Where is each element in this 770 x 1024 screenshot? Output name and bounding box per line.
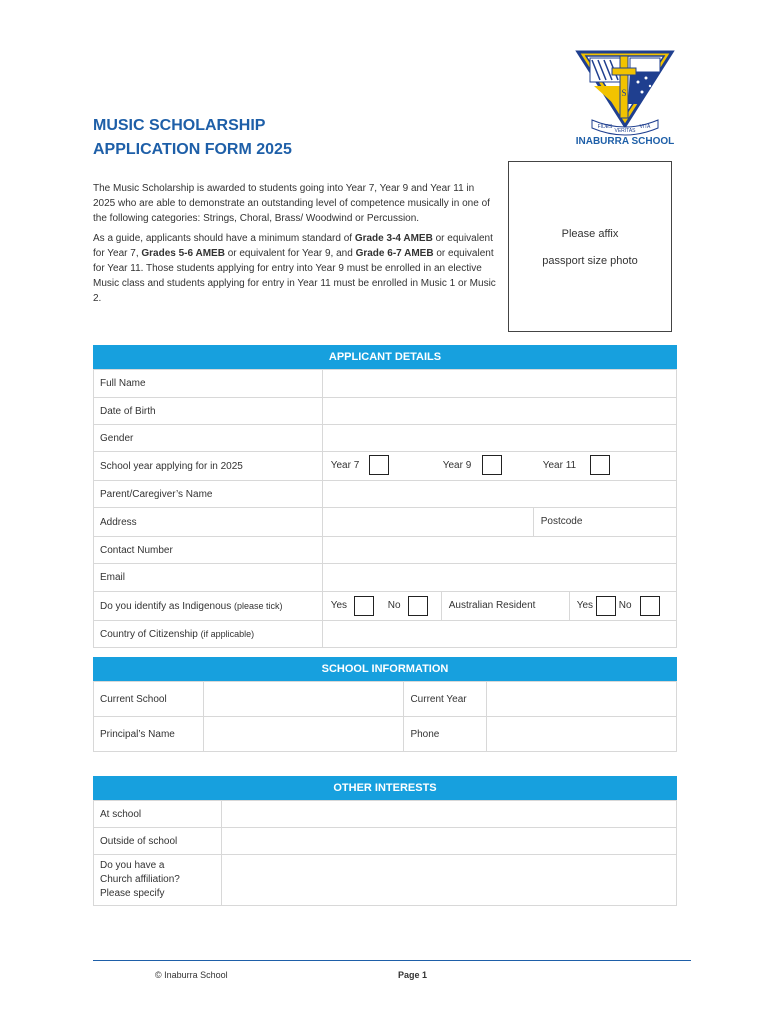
label-current-year: Current Year [404,682,487,717]
year11-checkbox[interactable] [590,455,610,475]
label-email: Email [94,564,323,592]
label-indigenous: Do you identify as Indigenous (please tick) [94,592,323,621]
input-citizenship[interactable] [322,621,676,648]
label-date-of-birth: Date of Birth [94,398,323,425]
input-contact-number[interactable] [322,537,676,564]
label-citizenship: Country of Citizenship (if applicable) [94,621,323,648]
footer-page-number: Page 1 [398,970,428,980]
footer-divider [93,960,691,961]
resident-yes-checkbox[interactable] [596,596,616,616]
label-full-name: Full Name [94,370,323,398]
photo-box-line-1: Please affix [561,228,619,240]
applicant-details-header: APPLICANT DETAILS [93,345,677,369]
logo-banner-text-1: FIDES [597,124,613,130]
year7-label: Year 7 [330,460,360,471]
label-at-school: At school [94,801,222,828]
logo-banner-text-2: VERITAS [614,128,636,134]
year11-label: Year 11 [542,460,577,471]
indigenous-yes-checkbox[interactable] [354,596,374,616]
intro-paragraph-1: The Music Scholarship is awarded to students going into Year 7, Year 9 and Year 11 in 2025 who are able to demonstrate an outstanding level of competence musically in one of the following categories: Strings, Choral, Brass/ Woodwind or Percussion. [93,183,490,224]
form-title [93,114,292,162]
input-at-school[interactable] [221,801,676,828]
year9-label: Year 9 [442,460,472,471]
resident-no-label: No [618,600,632,611]
input-current-year[interactable] [487,682,677,717]
other-interests-header: OTHER INTERESTS [93,776,677,800]
label-gender: Gender [94,425,323,452]
title-line-2: APPLICATION FORM 2025 [93,141,292,158]
input-date-of-birth[interactable] [322,398,676,425]
label-current-school: Current School [94,682,204,717]
label-church-affiliation: Do you have a Church affiliation? Please specify [94,855,222,906]
svg-text:S: S [621,88,627,98]
title-line-1: MUSIC SCHOLARSHIP [93,117,266,134]
label-address: Address [94,508,323,537]
aus-resident-label: Australian Resident [448,600,536,611]
postcode-label: Postcode [540,516,583,527]
other-interests-table [93,800,677,906]
indigenous-resident-row [322,592,676,621]
input-outside-school[interactable] [221,828,676,855]
input-full-name[interactable] [322,370,676,398]
logo-banner-text-3: VITA [639,124,651,130]
photo-box-line-2: passport size photo [542,255,638,267]
indigenous-yes-label: Yes [330,600,348,611]
label-school-year: School year applying for in 2025 [94,452,323,481]
applicant-details-table [93,369,677,648]
label-principal-name: Principal’s Name [94,717,204,752]
input-postcode[interactable] [593,508,678,536]
input-current-school[interactable] [203,682,404,717]
input-email[interactable] [322,564,676,592]
footer-copyright: © Inaburra School [155,970,228,980]
intro-text [93,181,498,311]
address-row [322,508,676,537]
indigenous-no-checkbox[interactable] [408,596,428,616]
school-crest-logo [570,48,680,148]
resident-yes-label: Yes [576,600,594,611]
year7-checkbox[interactable] [369,455,389,475]
input-church-affiliation[interactable] [221,855,676,906]
input-principal-name[interactable] [203,717,404,752]
intro-paragraph-2: As a guide, applicants should have a minimum standard of Grade 3-4 AMEB or equivalent for Year 7, Grades 5-6 AMEB or equivalent for Year 9, and Grade 6-7 AMEB or equivalent for Year 11. Those students applying for entry into Year 9 must be enrolled in an elective Music class and students applying for entry in Year 11 must be enrolled in Music 1 or Music 2. [93,233,496,304]
school-information-header: SCHOOL INFORMATION [93,657,677,681]
label-outside-school: Outside of school [94,828,222,855]
school-name: INABURRA SCHOOL [575,136,675,147]
school-information-table [93,681,677,752]
input-phone[interactable] [487,717,677,752]
indigenous-no-label: No [387,600,401,611]
input-gender[interactable] [322,425,676,452]
resident-no-checkbox[interactable] [640,596,660,616]
passport-photo-box[interactable] [508,161,672,332]
input-address[interactable] [323,508,534,536]
year9-checkbox[interactable] [482,455,502,475]
school-year-options [322,452,676,481]
label-parent-name: Parent/Caregiver’s Name [94,481,323,508]
input-parent-name[interactable] [322,481,676,508]
label-phone: Phone [404,717,487,752]
label-contact-number: Contact Number [94,537,323,564]
